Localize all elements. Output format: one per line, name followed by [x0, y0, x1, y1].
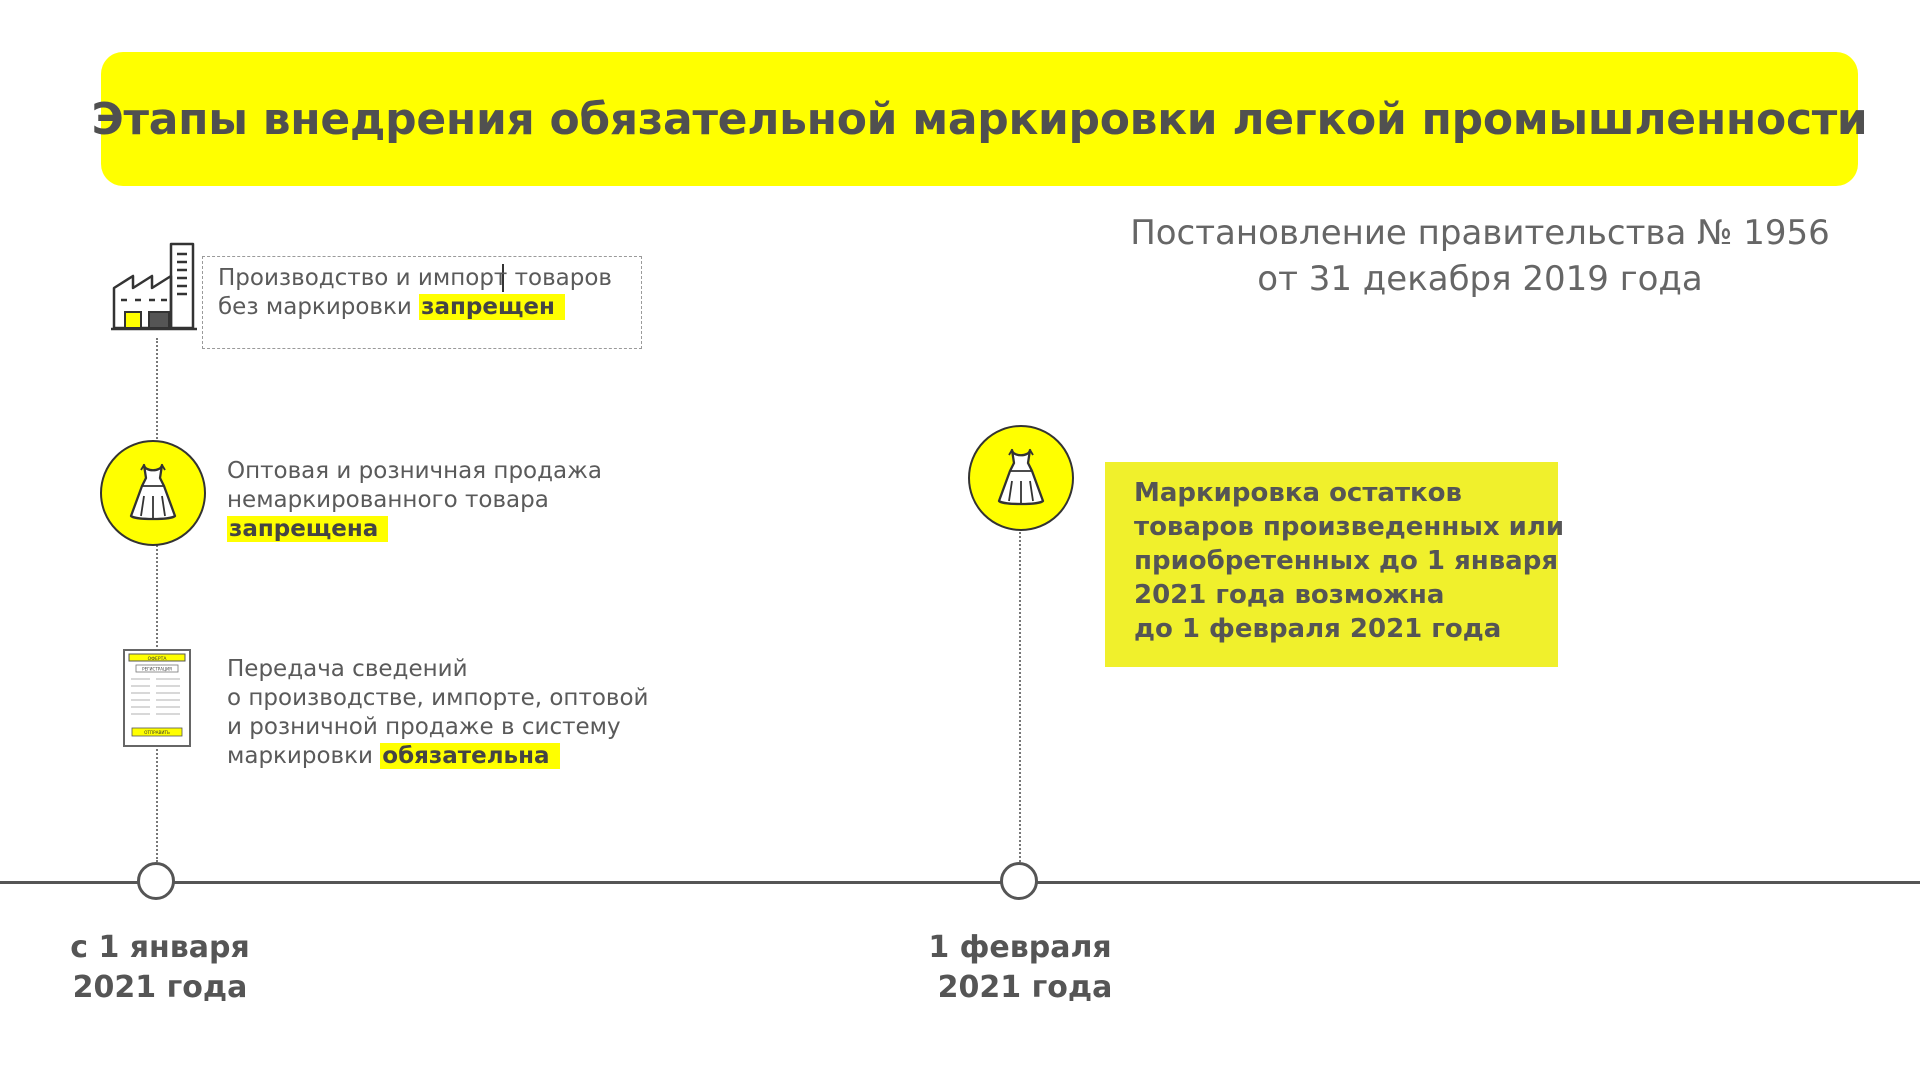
highlight-label: обязательна [380, 743, 559, 769]
form-header-text: ОФЕРТА [147, 657, 167, 662]
step-text-fragment: без маркировки [218, 294, 420, 320]
step-text-line [218, 293, 612, 322]
note-line: товаров произведенных или [1134, 512, 1565, 542]
step-text-line [227, 515, 602, 544]
note-line: приобретенных до 1 января [1134, 546, 1559, 576]
step-2-text [227, 457, 602, 544]
step-text-line: Передача сведений [227, 656, 468, 682]
step-text-line: Оптовая и розничная продажа [227, 458, 602, 484]
timeline-node-jan [137, 862, 175, 900]
dress-circle-left [100, 440, 206, 546]
dress-icon [995, 447, 1047, 509]
highlight-label: запрещен [419, 294, 565, 320]
form-title-text: РЕГИСТРАЦИЯ [142, 666, 172, 672]
note-line: 2021 года возможна [1134, 580, 1445, 610]
factory-icon [111, 240, 197, 332]
dress-circle-right [968, 425, 1074, 531]
timeline-node-feb [1000, 862, 1038, 900]
step-text-line: и розничной продаже в систему [227, 714, 621, 740]
milestone-date-jan [60, 928, 260, 1008]
date-line: 2021 года [937, 970, 1113, 1005]
highlight-label: запрещена [227, 516, 388, 542]
document-form-icon [122, 648, 192, 748]
step-text-line [227, 742, 649, 771]
decree-line-2: от 31 декабря 2019 года [1257, 259, 1703, 299]
note-line: Маркировка остатков [1134, 478, 1462, 508]
timeline-axis [0, 881, 1920, 884]
date-line: с 1 января [70, 930, 250, 965]
form-button-text: ОТПРАВИТЬ [144, 730, 170, 735]
dress-icon [127, 462, 179, 524]
milestone-date-feb [920, 928, 1120, 1008]
decree-line-1: Постановление правительства № 1956 [1130, 213, 1830, 253]
step-text-line: Производство и импорт товаров [218, 265, 612, 291]
step-1-text [218, 264, 612, 322]
date-line: 1 февраля [928, 930, 1112, 965]
timeline-connector-left [156, 338, 158, 862]
note-line: до 1 февраля 2021 года [1134, 614, 1502, 644]
step-3-text [227, 655, 649, 771]
timeline-connector-right [1019, 532, 1021, 862]
page-title: Этапы внедрения обязательной маркировки легкой промышленности [91, 93, 1868, 145]
step-text-line: немаркированного товара [227, 487, 549, 513]
decree-reference [1100, 210, 1860, 302]
title-banner [91, 52, 1868, 186]
step-text-line: о производстве, импорте, оптовой [227, 685, 649, 711]
step-text-fragment: маркировки [227, 743, 381, 769]
date-line: 2021 года [72, 970, 248, 1005]
residual-marking-note [1105, 462, 1565, 667]
